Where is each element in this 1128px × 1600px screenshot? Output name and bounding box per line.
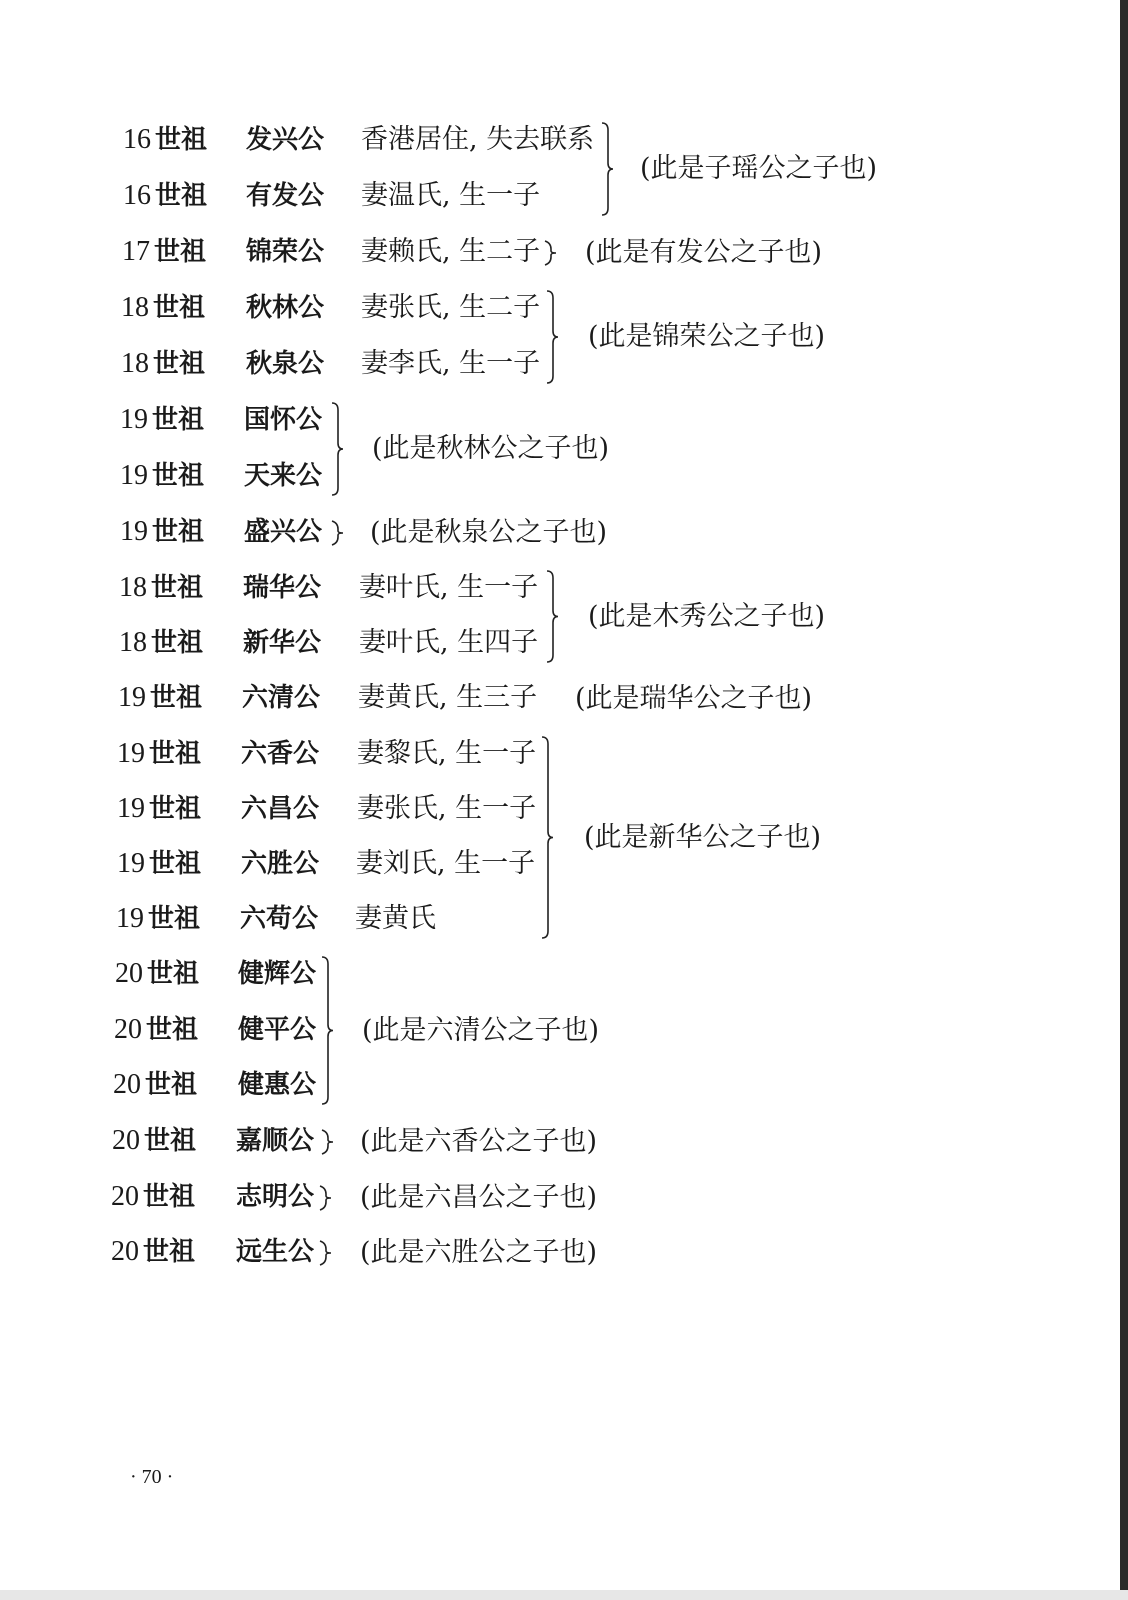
generation-label (122, 224, 206, 280)
generation-number: 18 (121, 292, 149, 323)
generation-number: 19 (120, 460, 148, 491)
genealogy-row (0, 112, 1120, 168)
ancestor-name: 六苟公 (240, 904, 319, 934)
genealogy-row (0, 946, 1120, 1002)
generation-number: 18 (121, 348, 149, 379)
parent-annotation: (此是六昌公之子也) (360, 1182, 598, 1213)
grouping-brace (543, 234, 559, 272)
genealogy-row (0, 891, 1120, 947)
genealogy-row (0, 670, 1120, 726)
spouse-note: 妻叶氏, 生一子 (359, 572, 539, 603)
generation-number: 18 (119, 627, 147, 658)
generation-number: 18 (119, 572, 147, 603)
spouse-note: 妻赖氏, 生二子 (361, 236, 541, 267)
parent-annotation: (此是有发公之子也) (585, 237, 823, 268)
ancestor-name: 秋林公 (246, 293, 325, 323)
grouping-brace (318, 1234, 334, 1272)
grouping-brace (545, 290, 561, 384)
generation-label (119, 615, 203, 671)
genealogy-row (0, 836, 1120, 892)
generation-word: 世祖 (151, 628, 204, 658)
ancestor-name: 健惠公 (238, 1070, 317, 1100)
spouse-note: 香港居住, 失去联系 (361, 124, 595, 155)
parent-annotation: (此是六香公之子也) (360, 1126, 598, 1157)
grouping-brace (600, 122, 616, 216)
spouse-note: 妻黎氏, 生一子 (357, 738, 537, 769)
ancestor-name: 秋泉公 (246, 349, 325, 379)
generation-word: 世祖 (155, 125, 208, 155)
genealogy-row (0, 224, 1120, 280)
generation-word: 世祖 (144, 1126, 197, 1156)
generation-label (117, 836, 201, 892)
ancestor-name: 天来公 (244, 461, 323, 491)
genealogy-row (0, 168, 1120, 224)
grouping-brace (318, 1179, 334, 1217)
generation-label (121, 280, 205, 336)
ancestor-name: 六香公 (241, 739, 320, 769)
generation-label (123, 112, 207, 168)
generation-number: 17 (122, 236, 150, 267)
generation-label (111, 1169, 195, 1225)
scan-edge-shadow (1120, 0, 1128, 1600)
parent-annotation: (此是六胜公之子也) (360, 1237, 598, 1268)
parent-annotation: (此是六清公之子也) (362, 1014, 600, 1046)
generation-number: 20 (111, 1181, 139, 1212)
generation-word: 世祖 (151, 573, 204, 603)
generation-label (112, 1113, 196, 1169)
parent-annotation: (此是子瑶公之子也) (640, 153, 878, 184)
generation-number: 19 (117, 738, 145, 769)
ancestor-name: 嘉顺公 (236, 1126, 315, 1156)
generation-number: 19 (117, 848, 145, 879)
ancestor-name: 国怀公 (244, 405, 323, 435)
generation-word: 世祖 (143, 1237, 196, 1267)
generation-word: 世祖 (153, 293, 206, 323)
grouping-brace (540, 736, 556, 939)
generation-label (120, 392, 204, 448)
scan-bottom-edge (0, 1590, 1128, 1600)
generation-label (120, 448, 204, 504)
generation-label (111, 1224, 195, 1280)
grouping-brace (320, 956, 336, 1105)
generation-number: 19 (116, 903, 144, 934)
ancestor-name: 有发公 (246, 181, 325, 211)
parent-annotation: (此是瑞华公之子也) (575, 683, 813, 714)
page-number: · 70 · (130, 1466, 174, 1488)
generation-number: 20 (112, 1125, 140, 1156)
generation-number: 16 (123, 124, 151, 155)
genealogy-row (0, 781, 1120, 837)
generation-label (117, 781, 201, 837)
generation-word: 世祖 (147, 959, 200, 989)
generation-number: 16 (123, 180, 151, 211)
ancestor-name: 健平公 (238, 1015, 317, 1045)
ancestor-name: 六清公 (242, 683, 321, 713)
generation-word: 世祖 (149, 849, 202, 879)
genealogy-row (0, 726, 1120, 782)
generation-word: 世祖 (145, 1070, 198, 1100)
generation-label (119, 560, 203, 616)
parent-annotation: (此是新华公之子也) (584, 821, 822, 853)
ancestor-name: 远生公 (236, 1237, 315, 1267)
ancestor-name: 盛兴公 (244, 517, 323, 547)
generation-word: 世祖 (148, 904, 201, 934)
generation-word: 世祖 (152, 517, 205, 547)
generation-label (115, 946, 199, 1002)
generation-number: 20 (114, 1014, 142, 1045)
generation-label (113, 1057, 197, 1113)
spouse-note: 妻刘氏, 生一子 (356, 848, 536, 879)
generation-number: 20 (113, 1069, 141, 1100)
generation-label (123, 168, 207, 224)
generation-word: 世祖 (149, 794, 202, 824)
generation-word: 世祖 (155, 181, 208, 211)
spouse-note: 妻温氏, 生一子 (361, 180, 541, 211)
generation-label (114, 1002, 198, 1058)
generation-number: 19 (120, 404, 148, 435)
spouse-note: 妻叶氏, 生四子 (359, 627, 539, 658)
grouping-brace (545, 570, 561, 663)
generation-word: 世祖 (146, 1015, 199, 1045)
ancestor-name: 六胜公 (241, 849, 320, 879)
ancestor-name: 锦荣公 (246, 237, 325, 267)
parent-annotation: (此是秋泉公之子也) (370, 517, 608, 548)
generation-label (117, 726, 201, 782)
generation-label (121, 336, 205, 392)
genealogy-row (0, 1057, 1120, 1113)
ancestor-name: 瑞华公 (243, 573, 322, 603)
generation-number: 20 (111, 1236, 139, 1267)
spouse-note: 妻黄氏, 生三子 (358, 682, 538, 713)
ancestor-name: 志明公 (236, 1182, 315, 1212)
generation-word: 世祖 (154, 237, 207, 267)
generation-word: 世祖 (143, 1182, 196, 1212)
spouse-note: 妻张氏, 生二子 (361, 292, 541, 323)
grouping-brace (330, 402, 346, 496)
generation-number: 19 (120, 516, 148, 547)
spouse-note: 妻张氏, 生一子 (357, 793, 537, 824)
generation-number: 19 (117, 793, 145, 824)
generation-label (120, 504, 204, 560)
grouping-brace (320, 1123, 336, 1161)
ancestor-name: 六昌公 (241, 794, 320, 824)
generation-number: 19 (118, 682, 146, 713)
spouse-note: 妻李氏, 生一子 (361, 348, 541, 379)
generation-label (116, 891, 200, 947)
grouping-brace (330, 514, 346, 552)
generation-word: 世祖 (149, 739, 202, 769)
generation-label (118, 670, 202, 726)
parent-annotation: (此是锦荣公之子也) (588, 321, 826, 352)
parent-annotation: (此是秋林公之子也) (372, 433, 610, 464)
generation-word: 世祖 (152, 461, 205, 491)
generation-word: 世祖 (153, 349, 206, 379)
ancestor-name: 新华公 (243, 628, 322, 658)
spouse-note: 妻黄氏 (355, 903, 436, 934)
generation-word: 世祖 (152, 405, 205, 435)
ancestor-name: 发兴公 (246, 125, 325, 155)
generation-word: 世祖 (150, 683, 203, 713)
generation-number: 20 (115, 958, 143, 989)
ancestor-name: 健辉公 (238, 959, 317, 989)
parent-annotation: (此是木秀公之子也) (588, 600, 826, 632)
